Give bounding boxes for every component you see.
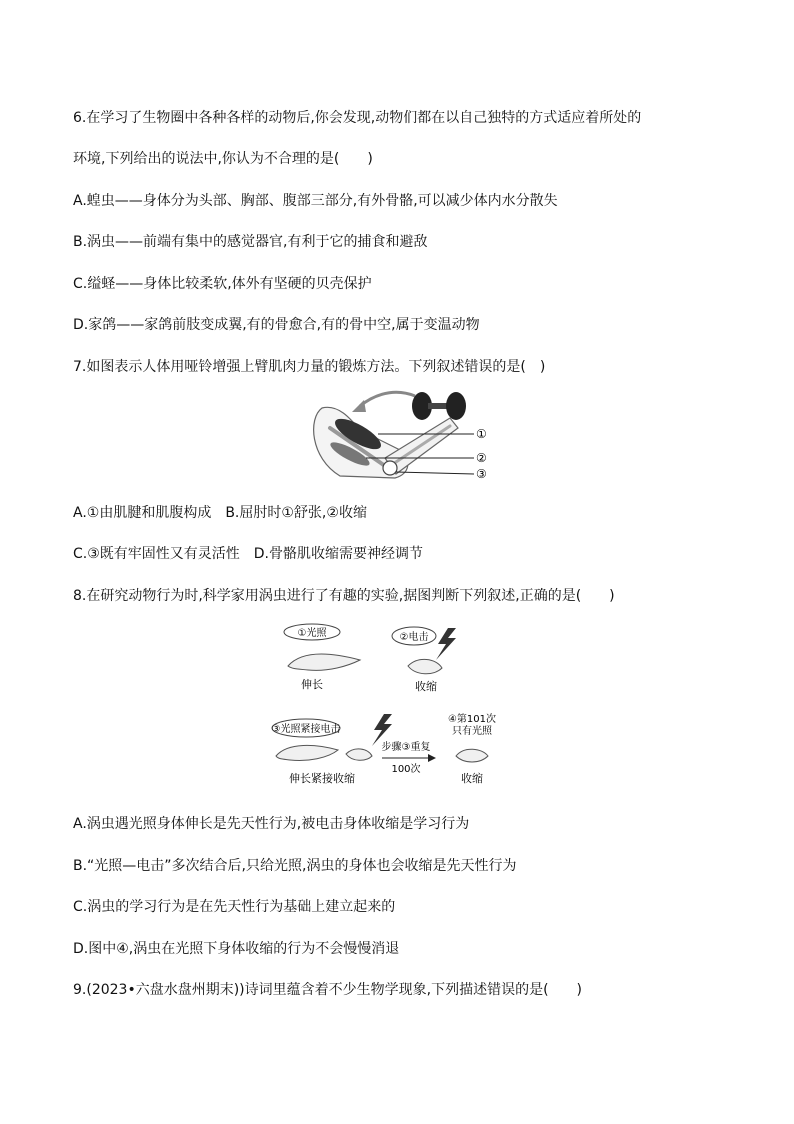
step2-result: 收缩	[415, 680, 437, 693]
arrow-bottom-label: 100次	[391, 764, 421, 775]
planaria-contracted-4	[456, 749, 488, 762]
step3-result: 伸长紧接收缩	[289, 772, 355, 785]
label-2: ②	[476, 451, 487, 465]
q7-stem: 7.如图表示人体用哑铃增强上臂肌肉力量的锻炼方法。下列叙述错误的是( )	[73, 359, 546, 375]
label-1: ①	[476, 427, 487, 441]
curl-arrow	[360, 392, 415, 406]
q8-stem: 8.在研究动物行为时,科学家用涡虫进行了有趣的实验,据图判断下列叙述,正确的是( )	[73, 588, 615, 604]
arrow-top-label: 步骤③重复	[381, 742, 431, 753]
curl-arrow-head	[352, 400, 366, 412]
q6-option-b: B.涡虫——前端有集中的感觉器官,有利于它的捕食和避敌	[73, 234, 428, 250]
q6-option-c: C.缢蛏——身体比较柔软,体外有坚硬的贝壳保护	[73, 276, 372, 292]
step4-label-line2: 只有光照	[452, 726, 492, 737]
step1-result: 伸长	[301, 678, 323, 691]
process-arrow-head	[428, 754, 436, 762]
q6-option-a: A.蝗虫——身体分为头部、胸部、腹部三部分,有外骨骼,可以减少体内水分散失	[73, 193, 558, 209]
planaria-experiment-figure	[268, 622, 508, 797]
lightning-icon-1	[436, 628, 456, 660]
step4-label-line1: ④第101次	[447, 714, 497, 725]
q7-options-line1: A.①由肌腱和肌腹构成 B.屈肘时①舒张,②收缩	[73, 505, 367, 521]
q8-option-d: D.图中④,涡虫在光照下身体收缩的行为不会慢慢消退	[73, 941, 400, 957]
planaria-contracted-2	[408, 659, 442, 673]
q6-stem-line2: 环境,下列给出的说法中,你认为不合理的是( )	[73, 151, 373, 167]
arm-dumbbell-figure	[300, 388, 500, 484]
step3-label: ③光照紧接电击	[271, 724, 341, 735]
step4-result: 收缩	[461, 772, 483, 785]
leader-line-3	[396, 472, 474, 474]
planaria-extended-1	[288, 654, 360, 670]
planaria-extended-3	[276, 745, 338, 760]
planaria-experiment-diagram	[268, 622, 508, 797]
q8-option-c: C.涡虫的学习行为是在先天性行为基础上建立起来的	[73, 899, 396, 915]
step1-label: ①光照	[297, 628, 327, 639]
q6-option-d: D.家鸽——家鸽前肢变成翼,有的骨愈合,有的骨中空,属于变温动物	[73, 317, 480, 333]
dumbbell-weight-right	[446, 392, 466, 420]
q6-stem-line1: 6.在学习了生物圈中各种各样的动物后,你会发现,动物们都在以自己独特的方式适应着所处的	[73, 110, 642, 126]
q8-option-b: B.“光照—电击”多次结合后,只给光照,涡虫的身体也会收缩是先天性行为	[73, 858, 517, 874]
elbow-joint	[383, 461, 397, 475]
planaria-contracted-3	[346, 749, 372, 760]
label-3: ③	[476, 467, 487, 481]
step2-label: ②电击	[399, 632, 429, 643]
forearm-bone	[390, 426, 450, 466]
arm-dumbbell-illustration	[300, 388, 500, 484]
q8-option-a: A.涡虫遇光照身体伸长是先天性行为,被电击身体收缩是学习行为	[73, 816, 470, 832]
q7-options-line2: C.③既有牢固性又有灵活性 D.骨骼肌收缩需要神经调节	[73, 546, 424, 562]
q9-stem: 9.(2023•六盘水盘州期末))诗词里蕴含着不少生物学现象,下列描述错误的是( )	[73, 982, 583, 998]
